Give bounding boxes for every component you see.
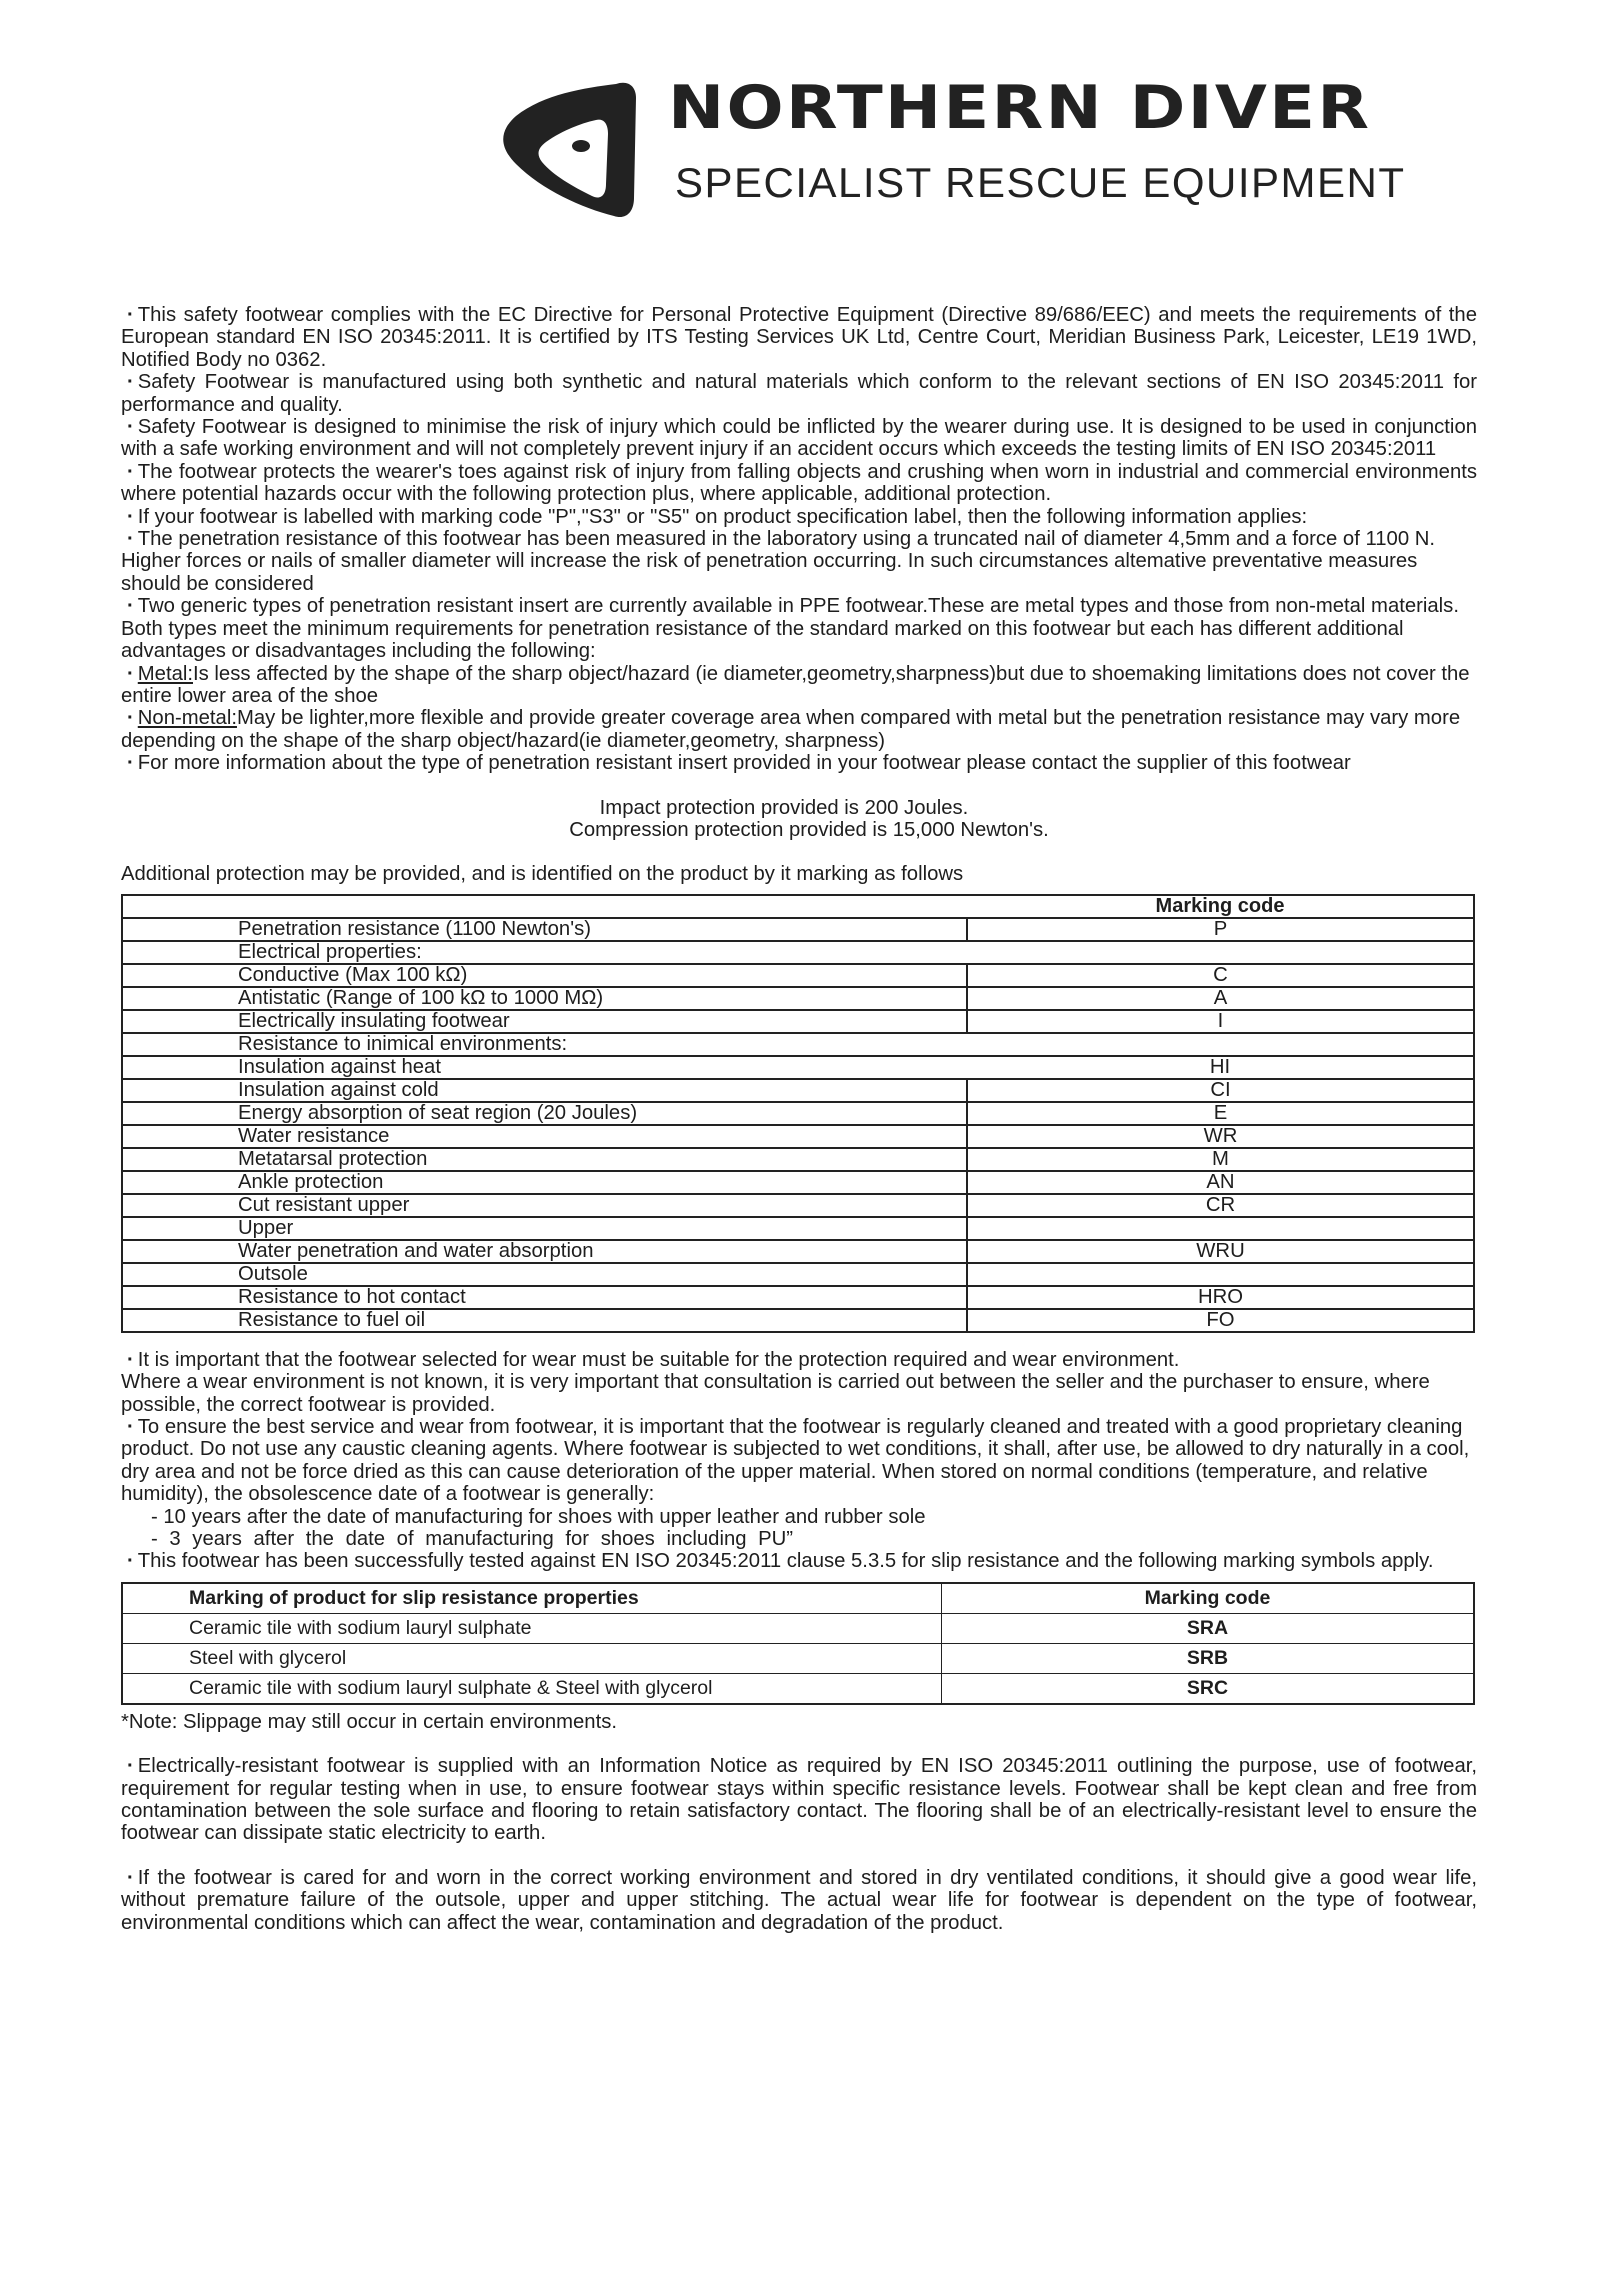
marking-code-cell: HRO [967,1286,1474,1309]
slip-table-row [122,1673,1474,1704]
protection-label: Energy absorption of seat region (20 Joules) [122,1102,967,1125]
insert-types-paragraph: · Two generic types of penetration resistant insert are currently available in PPE footwear.These are metal types and those from non-metal materials. Both types meet the minimum requirements for penetration resistance of the standard marked on this footwear but each has different additional advantages or disadvantages including the following: [121,595,1477,662]
slip-code-cell: SRB [942,1643,1475,1673]
protection-label: Antistatic (Range of 100 kΩ to 1000 MΩ) [122,987,967,1010]
wear-environment-paragraph: Where a wear environment is not known, it is very important that consultation is carried out between the seller and the purchaser to ensure, where possible, the correct footwear is provided. [121,1371,1430,1416]
marking-table-row [122,941,1474,964]
marking-table-row [122,1033,1474,1056]
brand-tagline: SPECIALIST RESCUE EQUIPMENT [675,159,1406,206]
marking-code-cell: CI [967,1079,1474,1102]
marking-table-row [122,1217,1474,1240]
slip-resistance-table [121,1582,1475,1705]
slip-table-header [122,1583,1474,1614]
marking-table-header [122,895,1474,918]
marking-table-row [122,1010,1474,1033]
metal-text: Is less affected by the shape of the sharp object/hazard (ie diameter,geometry,sharpness)but due to shoemaking limitations does not cover the entire lower area of the shoe [121,662,1470,707]
marking-table-row [122,987,1474,1010]
marking-code-cell: AN [967,1171,1474,1194]
marking-code-cell: E [967,1102,1474,1125]
marking-table-row [122,1125,1474,1148]
protection-label: Metatarsal protection [122,1148,967,1171]
marking-table-row [122,1102,1474,1125]
protection-label: Ankle protection [122,1171,967,1194]
marking-code-cell: WR [967,1125,1474,1148]
protection-label: Insulation against cold [122,1079,967,1102]
slip-code-header: Marking code [942,1583,1475,1614]
marking-table-row [122,1263,1474,1286]
protection-label: Penetration resistance (1100 Newton's) [122,918,967,941]
electrical-paragraph: · Electrically-resistant footwear is supplied with an Information Notice as required by EN ISO 20345:2011 outlining the purpose, use of footwear, requirement for regular testing when in use, to ensure footwear stays within specific resistance levels. Footwear shall be kept clean and free from contamination between the sole surface and flooring to retain satisfactory contact. The flooring shall be of an electrically-resistant level to ensure the footwear can dissipate static electricity to earth. [121,1755,1477,1845]
marking-code-cell: I [967,1010,1474,1033]
slip-table-row [122,1643,1474,1673]
marking-table-row [122,1171,1474,1194]
metal-label: Metal: [137,662,193,685]
protection-label: Conductive (Max 100 kΩ) [122,964,967,987]
marking-code-cell: C [967,964,1474,987]
materials-paragraph: · Safety Footwear is manufactured using both synthetic and natural materials which conform to the relevant sections of EN ISO 20345:2011 for performance and quality. [121,371,1477,416]
compliance-paragraph: · This safety footwear complies with the EC Directive for Personal Protective Equipment (Directive 89/686/EEC) and meets the requirements of the European standard EN ISO 20345:2011. It is certified by ITS Testing Services UK Ltd, Centre Court, Meridian Business Park, Leicester, LE19 1WD, Notified Body no 0362. [121,304,1477,371]
slip-property-cell: Ceramic tile with sodium lauryl sulphate [122,1613,942,1643]
protection-label: Insulation against heat [122,1056,967,1079]
northern-diver-logo-icon [498,80,650,220]
additional-protection-intro: Additional protection may be provided, and is identified on the product by it marking as follows [121,863,964,886]
design-paragraph: · Safety Footwear is designed to minimise the risk of injury which could be inflicted by the wearer during use. It is designed to be used in conjunction with a safe working environment and will not completely prevent injury if an accident occurs which exceeds the testing limits of EN ISO 20345:2011 [121,416,1477,461]
protection-label: Water penetration and water absorption [122,1240,967,1263]
marking-code-cell: P [967,918,1474,941]
marking-code-cell [967,1217,1474,1240]
marking-table-row [122,964,1474,987]
wear-life-paragraph: · If the footwear is cared for and worn in the correct working environment and stored in dry ventilated conditions, it should give a good wear life, without premature failure of the outsole, upper and upper stitching. The actual wear life for footwear is dependent on the type of footwear, environmental conditions which can affect the wear, contamination and degradation of the product. [121,1867,1477,1934]
non-metal-text: May be lighter,more flexible and provide greater coverage area when compared with metal but the penetration resistance may vary more depending on the shape of the sharp object/hazard(ie diameter,geometry, sharpness) [121,707,1461,752]
protection-label: Outsole [122,1263,967,1286]
brand-header [498,73,1498,228]
marking-code-cell: WRU [967,1240,1474,1263]
slip-code-cell: SRA [942,1613,1475,1643]
marking-code-cell [967,1263,1474,1286]
non-metal-label: Non-metal: [137,707,237,730]
protection-label: Cut resistant upper [122,1194,967,1217]
suitability-paragraph: · It is important that the footwear selected for wear must be suitable for the protection required and wear environment. [121,1349,1477,1371]
protection-label: Resistance to inimical environments: [122,1033,967,1056]
marking-code-cell: CR [967,1194,1474,1217]
protection-label: Resistance to fuel oil [122,1309,967,1332]
protection-label: Water resistance [122,1125,967,1148]
non-metal-paragraph [121,707,1477,752]
marking-code-cell [967,1033,1474,1056]
obsolescence-leather: - 10 years after the date of manufacturing for shoes with upper leather and rubber sole [151,1505,926,1528]
marking-code-paragraph: · If your footwear is labelled with marking code "P","S3" or "S5" on product specification label, then the following information applies: [121,506,1477,528]
toe-protection-paragraph: · The footwear protects the wearer's toes against risk of injury from falling objects and crushing when worn in industrial and commercial environments where potential hazards occur with the following protection plus, where applicable, additional protection. [121,461,1477,506]
slip-code-cell: SRC [942,1673,1475,1704]
marking-code-cell: FO [967,1309,1474,1332]
slip-property-cell: Ceramic tile with sodium lauryl sulphate & Steel with glycerol [122,1673,942,1704]
marking-code-header: Marking code [967,895,1474,918]
marking-table-row [122,1240,1474,1263]
marking-table-row [122,1056,1474,1079]
protection-label: Electrical properties: [122,941,967,964]
marking-code-cell: M [967,1148,1474,1171]
slip-note: *Note: Slippage may still occur in certain environments. [121,1710,617,1733]
brand-name: NORTHERN DIVER [668,73,1372,143]
protection-label: Upper [122,1217,967,1240]
marking-code-cell [967,941,1474,964]
protection-label: Resistance to hot contact [122,1286,967,1309]
obsolescence-pu: - 3 years after the date of manufacturing for shoes including PU” [151,1528,794,1550]
metal-paragraph [121,663,1477,708]
slip-intro-paragraph: · This footwear has been successfully tested against EN ISO 20345:2011 clause 5.3.5 for slip resistance and the following marking symbols apply. [121,1550,1477,1572]
marking-table-row [122,1079,1474,1102]
protection-label: Electrically insulating footwear [122,1010,967,1033]
compression-protection-line: Compression protection provided is 15,000 Newton's. [569,818,1049,841]
slip-property-header: Marking of product for slip resistance properties [122,1583,942,1614]
marking-code-cell: HI [967,1056,1474,1079]
document-body [121,304,1477,1934]
more-info-paragraph: · For more information about the type of penetration resistant insert provided in your footwear please contact the supplier of this footwear [121,752,1477,774]
slip-property-cell: Steel with glycerol [122,1643,942,1673]
marking-code-cell: A [967,987,1474,1010]
marking-table-row [122,1148,1474,1171]
marking-code-table [121,894,1475,1333]
marking-table-row [122,1286,1474,1309]
slip-table-row [122,1613,1474,1643]
marking-table-row [122,1194,1474,1217]
marking-table-row [122,918,1474,941]
care-paragraph: · To ensure the best service and wear from footwear, it is important that the footwear is regularly cleaned and treated with a good proprietary cleaning product. Do not use any caustic cleaning agents. Where footwear is subjected to wet conditions, it shall, after use, be allowed to dry naturally in a cool, dry area and not be force dried as this can cause deterioration of the upper material. When stored on normal conditions (temperature, and relative humidity), the obsolescence date of a footwear is generally: [121,1416,1477,1506]
penetration-paragraph: · The penetration resistance of this footwear has been measured in the laboratory using a truncated nail of diameter 4,5mm and a force of 1100 N. Higher forces or nails of smaller diameter will increase the risk of penetration occurring. In such circumstances altemative preventative measures should be considered [121,528,1477,595]
marking-table-row [122,1309,1474,1332]
impact-protection-line: Impact protection provided is 200 Joules. [599,796,969,819]
